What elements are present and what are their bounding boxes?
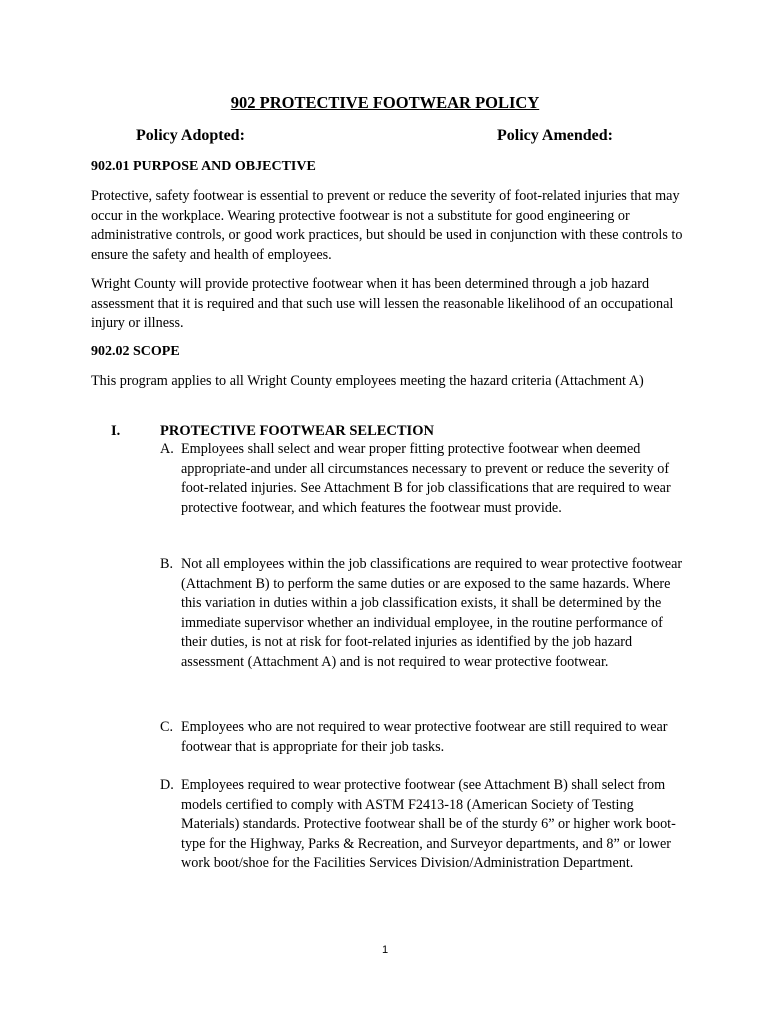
scope-paragraph: This program applies to all Wright County employees meeting the hazard criteria (Attachment A) <box>91 373 644 389</box>
list-item-letter: B. <box>160 556 174 572</box>
policy-title: 902 PROTECTIVE FOOTWEAR POLICY <box>230 93 540 112</box>
list-item-letter: C. <box>160 719 174 735</box>
page-number: 1 <box>381 944 389 956</box>
list-item-text: Employees who are not required to wear protective footwear are still required to wear footwear that is appropriate for their job tasks. <box>181 719 668 755</box>
purpose-paragraph-2: Wright County will provide protective footwear when it has been determined through a job hazard assessment that it is required and that such use will lessen the reasonable likelihood of an occupational injury or illness. <box>91 276 674 331</box>
scope-heading: 902.02 SCOPE <box>91 344 180 359</box>
list-item <box>160 555 690 672</box>
list-item <box>160 440 690 518</box>
list-item-text: Employees required to wear protective footwear (see Attachment B) shall select from models certified to comply with ASTM F2413-18 (American Society of Testing Materials) standards. Protective footwear shall be of the sturdy 6” or higher work boot-type for the Highway, Parks & Recreation, and Surveyor departments, and 8” or lower work boot/shoe for the Facilities Services Division/Administration Department. <box>181 777 676 871</box>
list-item-text: Employees shall select and wear proper fitting protective footwear when deemed appropriate-and under all circumstances necessary to prevent or reduce the severity of foot-related injuries. See Attachment B for job classifications that are required to wear protective footwear, and which features the footwear must provide. <box>181 441 671 516</box>
purpose-paragraph-1: Protective, safety footwear is essential to prevent or reduce the severity of foot-related injuries that may occur in the workplace. Wearing protective footwear is not a substitute for good engineering or administrative controls, or good work practices, but should be used in conjunction with these controls to ensure the safety and health of employees. <box>91 188 683 263</box>
section-number: I. <box>111 423 121 439</box>
purpose-heading: 902.01 PURPOSE AND OBJECTIVE <box>91 159 316 174</box>
list-item <box>160 776 690 874</box>
list-item <box>160 718 690 757</box>
list-item-letter: A. <box>160 441 174 457</box>
section-title: PROTECTIVE FOOTWEAR SELECTION <box>160 423 434 439</box>
list-item-letter: D. <box>160 777 174 793</box>
policy-adopted-label: Policy Adopted: <box>136 127 245 144</box>
list-item-text: Not all employees within the job classifications are required to wear protective footwear (Attachment B) to perform the same duties or are exposed to the same hazards. Where this variation in duties within a job classification exists, it shall be determined by the immediate supervisor whether an individual employee, in the routine performance of their duties, is not at risk for foot-related injuries as identified by the job hazard assessment (Attachment A) and is not required to wear protective footwear. <box>181 556 683 670</box>
policy-amended-label: Policy Amended: <box>497 127 613 144</box>
